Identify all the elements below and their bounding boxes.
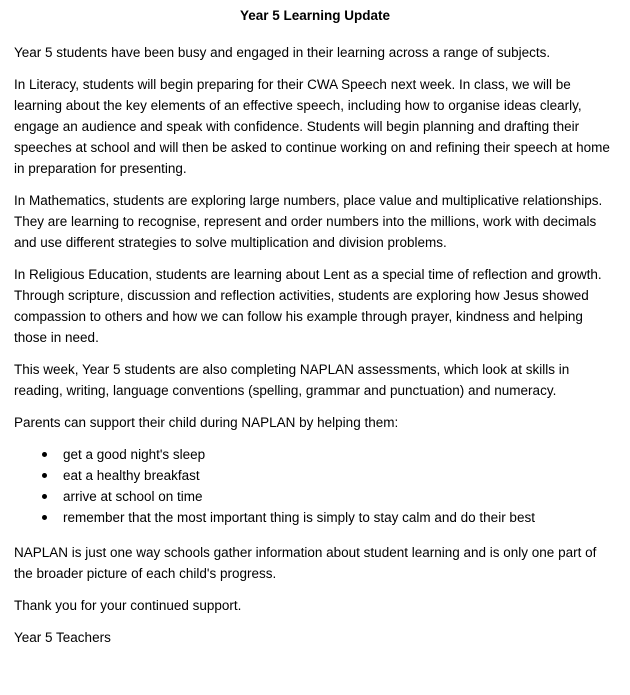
list-item [38,444,616,465]
paragraph-parents-support: Parents can support their child during NAPLAN by helping them: [14,415,399,430]
bullet-icon [42,515,47,520]
bullet-icon [42,473,47,478]
list-item-text: get a good night's sleep [63,447,206,462]
paragraph-naplan-assessments: This week, Year 5 students are also completing NAPLAN assessments, which look at skills in reading, writing, language conventions (spelling, grammar and punctuation) and numeracy. [14,362,570,398]
bullet-icon [42,494,47,499]
document-title: Year 5 Learning Update [239,8,391,23]
paragraph-naplan-context: NAPLAN is just one way schools gather information about student learning and is only one part of the broader picture of each child's progress. [14,545,597,581]
paragraph-thank-you: Thank you for your continued support. [14,598,242,613]
signature: Year 5 Teachers [14,630,111,645]
list-item [38,465,616,486]
paragraph-mathematics: In Mathematics, students are exploring large numbers, place value and multiplicative relationships. They are learning to recognise, represent and order numbers into the millions, work with decimals and use different strategies to solve multiplication and division problems. [14,193,603,250]
paragraph-religious-education: In Religious Education, students are learning about Lent as a special time of reflection and growth. Through scripture, discussion and reflection activities, students are exploring how Jesus showed compassion to others and how we can follow his example through prayer, kindness and helping those in need. [14,267,602,345]
paragraph-intro: Year 5 students have been busy and engaged in their learning across a range of subjects. [14,45,551,60]
list-item-text: remember that the most important thing is simply to stay calm and do their best [63,510,535,525]
naplan-tips-list [38,444,616,528]
paragraph-literacy: In Literacy, students will begin preparing for their CWA Speech next week. In class, we will be learning about the key elements of an effective speech, including how to organise ideas clearly, engage an audience and speak with confidence. Students will begin planning and drafting their speeches at school and will then be asked to continue working on and refining their speech at home in preparation for presenting. [14,77,610,176]
list-item-text: eat a healthy breakfast [63,468,200,483]
list-item-text: arrive at school on time [63,489,203,504]
bullet-icon [42,452,47,457]
list-item [38,507,616,528]
list-item [38,486,616,507]
